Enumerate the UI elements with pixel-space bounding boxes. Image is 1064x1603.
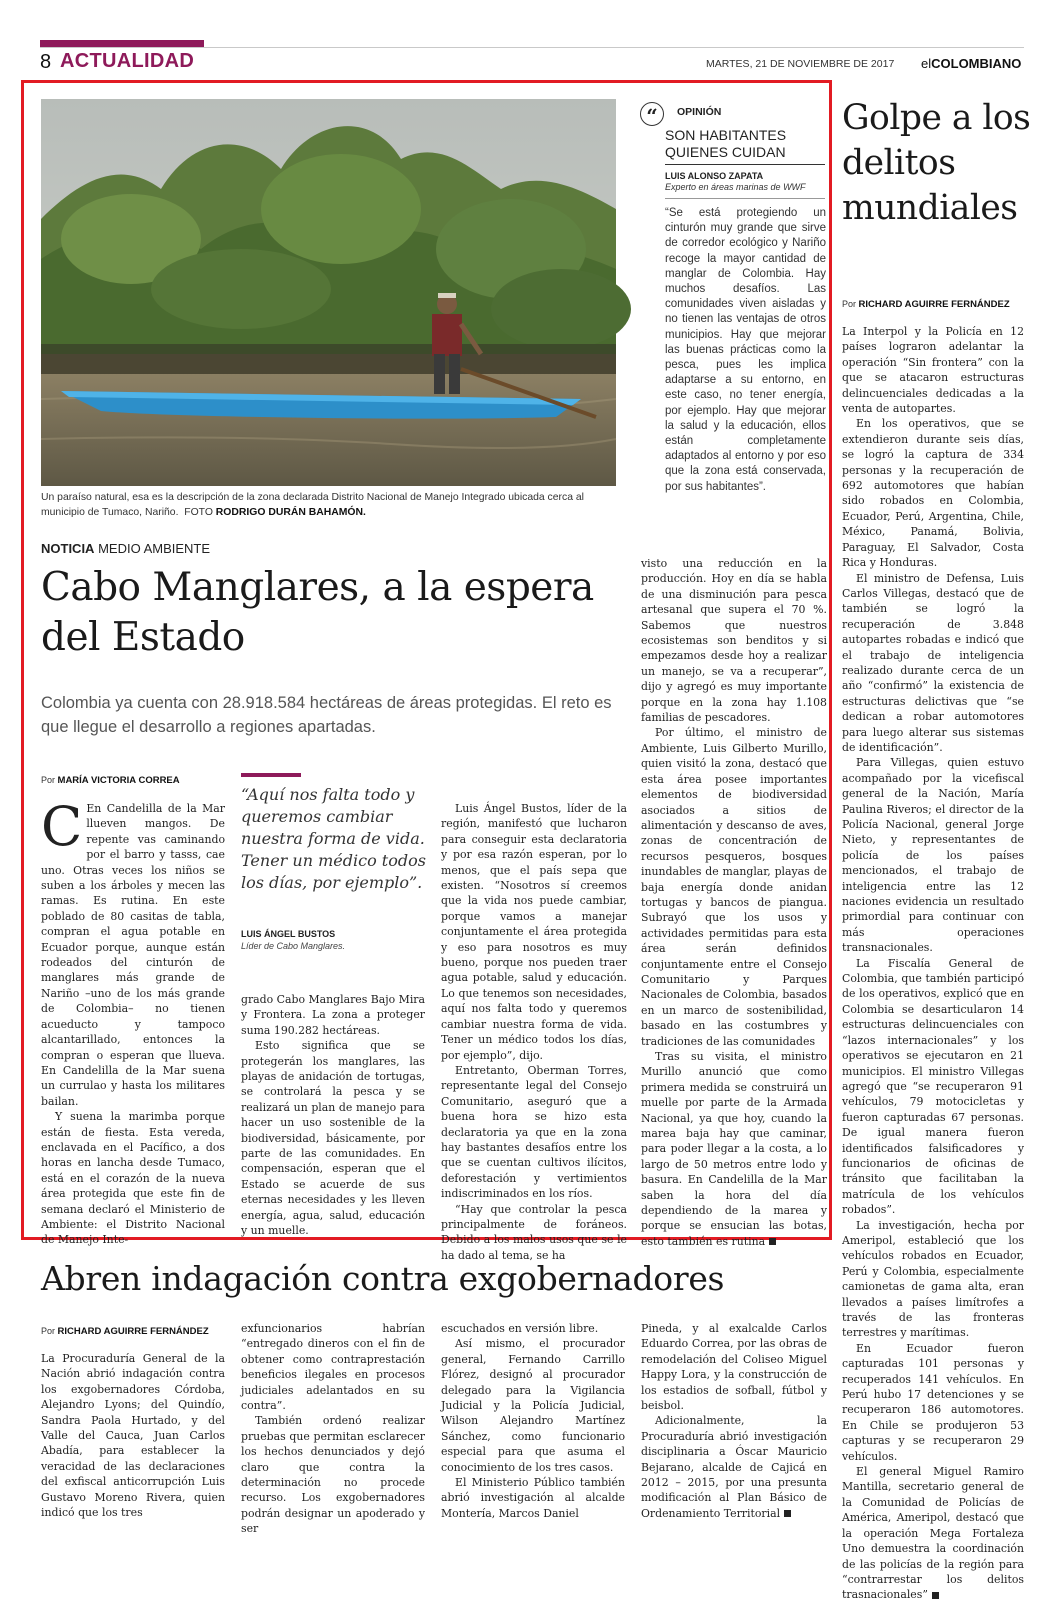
masthead-name: COLOMBIANO (931, 56, 1022, 71)
article-paragraph: El Ministerio Público también abrió investigación al alcalde Montería, Marcos Daniel (441, 1476, 625, 1520)
article-column-1 (41, 795, 225, 1248)
pull-quote: “Aquí nos falta todo y queremos cambiar nuestra forma de vida. Tener un médico todos los días, por ejemplo”. (241, 785, 426, 892)
opinion-body: “Se está protegiendo un cinturón muy grande que sirve de corredor ecológico y Nariño recoge la mayor cantidad de manglar de Colombia. Hay muchos desafíos. Las comunidades viven aisladas y no tienen las ventajas de otros municipios. Hay que mejorar las buenas prácticas como la pesca, pues les implica adaptarse a su entorno, en este caso, no tener energía, por ejemplo. Hay que mejorar la salud y la educación, ellos están completamente adaptados al entorno y por eso que la zona está conservada, por sus habitantes”. (665, 207, 826, 493)
bottom-article-column-3 (441, 1321, 625, 1521)
article-paragraph: Para Villegas, quien estuvo acompañado por la vicefiscal general de la Nación, María Paulina Riveros; el director de la Policía Nacional, general Jorge Nieto, y representantes de policía de los países mencionados, el trabajo de inteligencia entre las 12 naciones evidencia un resultado primordial para continuar con más operaciones transnacionales. (842, 756, 1024, 955)
issue-date: MARTES, 21 DE NOVIEMBRE DE 2017 (706, 58, 895, 70)
article-paragraph (641, 1413, 827, 1521)
byline-prefix: Por (41, 1326, 56, 1336)
photo-credit-name: RODRIGO DURÁN BAHAMÓN. (215, 507, 366, 518)
bottom-article-headline: Abren indagación contra exgobernadores (41, 1259, 725, 1298)
kicker-label: NOTICIA (41, 541, 95, 556)
article-paragraph: En Ecuador fueron capturadas 101 personas y recuperados 141 vehículos. En Perú hubo 17 detenciones y se recuperaron 186 automotores. En Chile se produjeron 53 capturas y se recuperaron 29 vehículos. (842, 1341, 1024, 1463)
pull-quote-accent (241, 773, 301, 777)
right-article-headline: Golpe a los delitos mundiales (842, 98, 1031, 228)
article-paragraph-text: Tras su visita, el ministro Murillo anunció que como primera medida se construirá un muelle por parte de la Armada Nacional, ya que hoy, cuando la marea baja hay que caminar, para poder llegar a la costa, a lo largo de 50 metros entre lodo y basura. En Candelilla de la Mar saben la hora del día dependiendo de la marea y porque se ensucian las botas, esto también es rutina (641, 1050, 827, 1248)
article-paragraph: visto una reducción en la producción. Hoy en día se habla de una disminución para pesca artesanal que supera el 70 %. Sabemos que nuestros ecosistemas son benditos y si empezamos desde hoy a realizar un manejo, se va a recuperar”, dijo y agregó es muy importante porque en la zona hay 1.108 familias de pescadores. (641, 557, 827, 725)
article-paragraph: También ordenó realizar pruebas que permitan esclarecer los hechos denunciados y dejó claro que contra la determinación no procede recurso. Los exgobernadores podrán designar un apoderado y ser (241, 1414, 425, 1536)
article-paragraph-text: Adicionalmente, la Procuraduría abrió investigación disciplinaria a Óscar Mauricio Bejarano, alcalde de Cajicá en 2012 – 2015, por una presunta modificación al Plan Básico de Ordenamiento Territorial (641, 1414, 827, 1520)
article-paragraph: Así mismo, el procurador general, Fernando Carrillo Flórez, designó al procurador delegado para la Vigilancia Judicial y la Policía Judicial, Wilson Alejandro Martínez Sánchez, como funcionario especial para que asuma el conocimiento de los tres casos. (441, 1337, 625, 1474)
article-paragraph: Y suena la marimba porque están de fiesta. Esta vereda, enclavada en el Pacífico, a dos horas en lancha desde Tumaco, está en el corazón de la nueva área protegida que este fin de semana declaró el Ministerio de Ambiente: el Distrito Nacional de Manejo Inte- (41, 1110, 225, 1247)
opinion-divider (665, 164, 825, 165)
article-paragraph: La investigación, hecha por Ameripol, estableció que los vehículos robados en Ecuador, Perú y Colombia, especialmente camionetas de gama alta, eran llevados a países limítrofes a través de las fronteras terrestres y marítimas. (842, 1218, 1024, 1340)
article-column-2 (241, 992, 425, 1239)
end-of-article-icon (784, 1510, 791, 1517)
header-accent-bar (40, 40, 204, 47)
pull-quote-role: Líder de Cabo Manglares. (241, 941, 346, 951)
article-paragraph: El ministro de Defensa, Luis Carlos Villegas, destacó que de también se logró la recuperación de 3.848 autopartes robadas e indicó que el trabajo de inteligencia realizado durante cerca de un año “confirmó” la existencia de estructuras delictivas que “se dedican a robar automotores para luego alterar sus sistemas de identificación”. (842, 571, 1024, 754)
article-paragraph-text: En Candelilla de la Mar llueven mangos. De repente vas caminando por el barro y tasss, cae uno. Otras veces los niños se suben a los árboles y mecen las ramas. Es rutina. En este poblado de 80 casitas de tabla, compran el agua potable en Ecuador porque, aunque están rodeados del cinturón de manglares más grande de Nariño –uno de los más grande de Colombia– no tienen acueducto y tampoco alcantarillado, entonces la compran o esperan que llueva. En Candelilla de la Mar suena un currulao y hasta los militares bailan. (41, 802, 225, 1108)
byline-name: RICHARD AGUIRRE FERNÁNDEZ (57, 1326, 209, 1337)
article-paragraph-text: El general Miguel Ramiro Mantilla, secretario general de la Comunidad de Policías de América, Ameripol, destacó que la operación Mega Fortaleza Uno demuestra la coordinación de las policías de la región para “contrarrestar los delitos trasnacionales” (842, 1465, 1024, 1602)
article-paragraph: Entretanto, Oberman Torres, representante legal del Consejo Comunitario, aseguró que a buena hora se hizo esta declaratoria ya que en la zona hay bastantes desafíos entre los que se cuentan cultivos ilícitos, deforestación y vertimientos indiscriminados en los ríos. (441, 1063, 627, 1201)
article-byline (41, 775, 180, 786)
article-kicker (41, 541, 210, 556)
opinion-title: SON HABITANTES QUIENES CUIDAN (665, 127, 787, 160)
header-rule (40, 47, 1024, 48)
main-photo (41, 99, 616, 486)
bottom-article-column-2 (241, 1321, 425, 1537)
bottom-article-column-4 (641, 1321, 827, 1521)
article-paragraph: grado Cabo Manglares Bajo Mira y Frontera. La zona a proteger suma 190.282 hectáreas. (241, 993, 426, 1037)
masthead-prefix: el (921, 56, 932, 71)
article-paragraph: La Interpol y la Policía en 12 países lograron adelantar la operación “Sin frontera” con la que se atacaron estructuras delincuenciales dedicadas a la venta de autopartes. (842, 325, 1024, 416)
article-paragraph: Pineda, y al exalcalde Carlos Eduardo Correa, por las obras de remodelación del Coliseo Miguel Happy Lora, y la construcción de los estadios de sofball, fútbol y beisbol. (641, 1322, 827, 1413)
right-article-byline (842, 299, 1010, 310)
article-paragraph: Luis Ángel Bustos, líder de la región, manifestó que lucharon para conseguir esta declaratoria y por esa razón esperan, por lo menos, que el país sepa que existen. “Nosotros sí creemos que la vida nos puede cambiar, porque vamos a manejar conjuntamente el área protegida y eso para nosotros es muy bueno, porque nos pueden traer agua potable, salud y educación. Lo que tenemos son necesidades, aquí nos falta todo y queremos cambiar nuestra forma de vida. Tener un médico todos los días, por ejemplo”, dijo. (441, 802, 627, 1062)
photo-credit-label: FOTO (184, 507, 213, 518)
photo-caption (41, 490, 616, 520)
mangrove-boat-photo (41, 99, 616, 486)
kicker-topic: MEDIO AMBIENTE (98, 541, 211, 556)
bottom-article-column-1 (41, 1351, 225, 1520)
end-of-article-icon (769, 1238, 776, 1245)
byline-prefix: Por (41, 775, 56, 785)
pull-quote-author: LUIS ÁNGEL BUSTOS (241, 929, 336, 939)
masthead (921, 56, 1021, 71)
article-column-3 (441, 801, 627, 1263)
section-name: ACTUALIDAD (60, 50, 195, 72)
article-paragraph: “Hay que controlar la pesca principalmente de foráneos. Debido a los malos usos que se le ha dado al tema, se ha (441, 1202, 627, 1262)
article-column-4 (641, 556, 827, 1249)
article-paragraph (641, 1049, 827, 1249)
article-paragraph: La Procuraduría General de la Nación abrió indagación contra los exgobernadores Córdoba, Alejandro Lyons; del Quindío, Sandra Paola Hurtado, y del Valle del Cauca, Juan Carlos Abadía, para establecer la veracidad de las declaraciones del exfiscal anticorrupción Luis Gustavo Moreno Rivera, quien indicó que los tres (41, 1352, 225, 1520)
article-paragraph: Esto significa que se protegerán los manglares, las playas de anidación de tortugas, se controlará la pesca y se realizará un plan de manejo para hacer un uso sostenible de la biodiversidad, básicamente, por parte de las comunidades. En compensación, esperan que el Estado se acuerde de sus eternas necesidades y les lleven energía, agua, salud, educación y un muelle. (241, 1039, 425, 1238)
article-paragraph (41, 795, 225, 1109)
byline-name: RICHARD AGUIRRE FERNÁNDEZ (858, 299, 1010, 310)
page-number: 8 (40, 51, 52, 73)
article-paragraph: En los operativos, que se extendieron durante seis días, se logró la captura de 334 personas y la recuperación de 692 automotores que habían sido robados en Colombia, Ecuador, Perú, Argentina, Chile, México, Panamá, Bolivia, Paraguay, El Salvador, Costa Rica y Honduras. (842, 417, 1024, 570)
article-headline: Cabo Manglares, a la espera del Estado (41, 565, 594, 660)
drop-cap: C (41, 795, 83, 858)
opinion-divider (665, 198, 825, 199)
article-paragraph: escuchados en versión libre. (441, 1322, 599, 1335)
opinion-author: LUIS ALONSO ZAPATA (665, 171, 764, 181)
right-article-body (842, 324, 1024, 1603)
bottom-article-byline (41, 1326, 209, 1337)
article-paragraph: La Fiscalía General de Colombia, que también participó de los operativos, explicó que en Colombia se desarticularon 14 estructuras delincuenciales con “lazos internacionales” y los operativos se ejecutaron en 21 municipios. El ministro Villegas agregó que “se recuperaron 91 vehículos, 79 motocicletas y fueron capturadas 67 personas. De igual manera fueron identificados falsificadores y funcionarios de oficinas de tránsito que facilitaban la matrícula de los vehículos robados”. (842, 956, 1024, 1217)
article-paragraph: Por último, el ministro de Ambiente, Luis Gilberto Murillo, quien visitó la zona, destacó que esta área posee importantes elementos de biodiversidad asociados a sitios de alimentación y descanso de aves, zonas de concentración de recursos pesqueros, bosques inundables de manglar, playas de baja energía donde anidan tortugas y bancos de piangua. Subrayó que los usos y actividades permitidas para esta área serán definidos conjuntamente entre el Consejo Comunitario y Parques Nacionales de Colombia, basados en un marco de sostenibilidad, basado en las costumbres y tradiciones de las comunidades (641, 726, 827, 1048)
byline-prefix: Por (842, 299, 857, 309)
end-of-article-icon (932, 1592, 939, 1599)
quote-icon: “ (640, 102, 664, 126)
article-paragraph (842, 1464, 1024, 1603)
photo-caption-text: Un paraíso natural, esa es la descripción de la zona declarada Distrito Nacional de Manejo Integrado ubicada cerca al municipio de Tumaco, Nariño. (41, 492, 584, 518)
opinion-label: OPINIÓN (677, 106, 722, 118)
opinion-author-role: Experto en áreas marinas de WWF (665, 182, 806, 192)
article-paragraph: exfuncionarios habrían “entregado dineros con el fin de obtener como contraprestación beneficios ilegales en procesos judiciales adelantados en su contra”. (241, 1322, 425, 1413)
article-deck: Colombia ya cuenta con 28.918.584 hectáreas de áreas protegidas. El reto es que llegue el desarrollo a regiones apartadas. (41, 694, 612, 736)
byline-name: MARÍA VICTORIA CORREA (57, 775, 180, 786)
